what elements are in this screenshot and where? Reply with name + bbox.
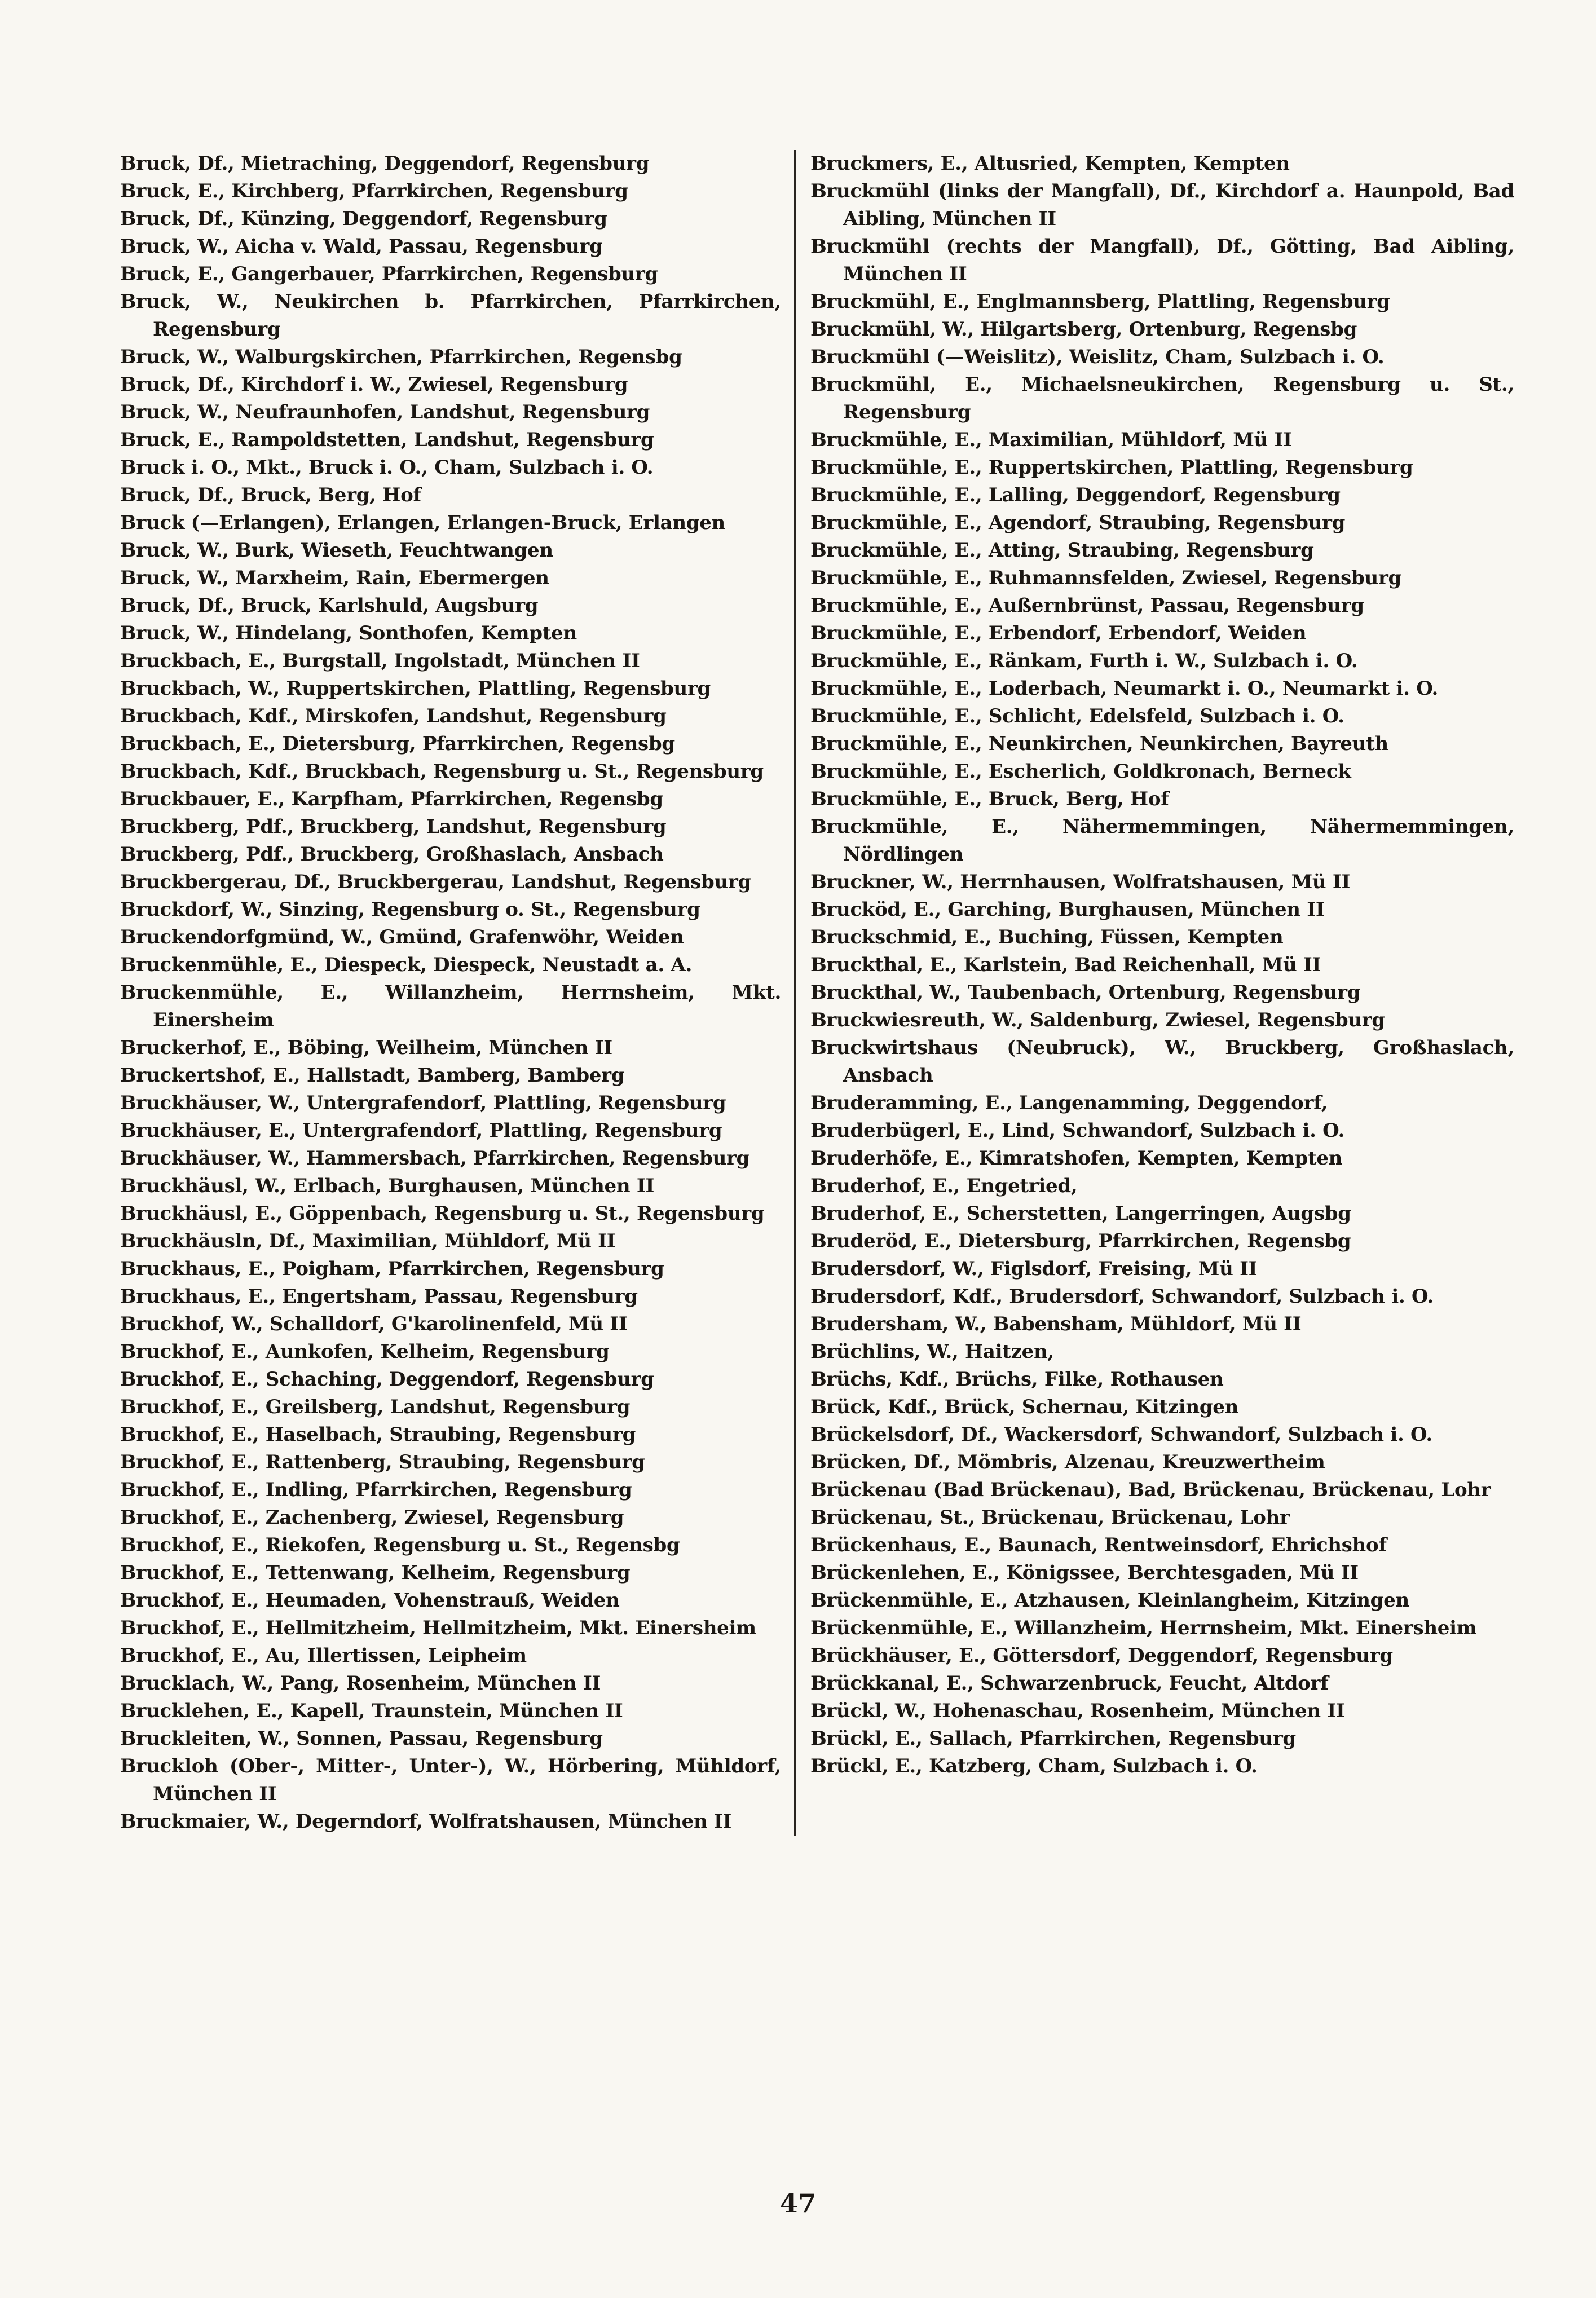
directory-entry: Bruckbach, E., Dietersburg, Pfarrkirchen, Regensbg (120, 733, 675, 755)
directory-entry: Bruck, W., Aicha v. Wald, Passau, Regensburg (120, 235, 603, 258)
directory-entry: Bruckmühle, E., Bruck, Berg, Hof (810, 788, 1169, 810)
directory-entry: Brückhäuser, E., Göttersdorf, Deggendorf, Regensburg (810, 1644, 1393, 1667)
directory-entry: Bruckmühle, E., Schlicht, Edelsfeld, Sulzbach i. O. (810, 705, 1344, 727)
directory-entry: Bruckhof, E., Au, Illertissen, Leipheim (120, 1644, 527, 1667)
directory-entry: Brückkanal, E., Schwarzenbruck, Feucht, Altdorf (810, 1672, 1329, 1695)
directory-entry: Brückenmühle, E., Willanzheim, Herrnsheim, Mkt. Einersheim (810, 1617, 1477, 1639)
directory-entry: Bruckhof, W., Schalldorf, G'karolinenfeld, Mü II (120, 1313, 628, 1335)
directory-entry: Bruckhof, E., Schaching, Deggendorf, Regensburg (120, 1368, 654, 1391)
directory-entry: Brudersdorf, Kdf., Brudersdorf, Schwandorf, Sulzbach i. O. (810, 1285, 1434, 1308)
directory-columns (120, 150, 1516, 1836)
directory-entry: Bruck, W., Walburgskirchen, Pfarrkirchen, Regensbg (120, 346, 682, 368)
directory-entry: Bruckendorfgmünd, W., Gmünd, Grafenwöhr, Weiden (120, 926, 684, 949)
directory-entry: Brückenhaus, E., Baunach, Rentweinsdorf, Ehrichshof (810, 1534, 1387, 1556)
directory-entry: Bruckbach, Kdf., Bruckbach, Regensburg u. St., Regensburg (120, 760, 764, 783)
directory-entry: Bruckmühle, E., Atting, Straubing, Regensburg (810, 539, 1314, 562)
directory-entry: Brück, Kdf., Brück, Schernau, Kitzingen (810, 1396, 1239, 1418)
directory-entry: Brucköd, E., Garching, Burghausen, München II (810, 898, 1325, 921)
directory-entry: Bruck, E., Rampoldstetten, Landshut, Regensburg (120, 429, 654, 451)
directory-entry: Brückenau, St., Brückenau, Brückenau, Lohr (810, 1506, 1290, 1529)
directory-entry: Brücken, Df., Mömbris, Alzenau, Kreuzwertheim (810, 1451, 1325, 1474)
directory-entry: Bruck, E., Gangerbauer, Pfarrkirchen, Regensburg (120, 263, 658, 285)
directory-entry: Brückelsdorf, Df., Wackersdorf, Schwandorf, Sulzbach i. O. (810, 1423, 1432, 1446)
directory-entry: Brüchs, Kdf., Brüchs, Filke, Rothausen (810, 1368, 1224, 1391)
directory-entry: Bruckhof, E., Tettenwang, Kelheim, Regensburg (120, 1562, 631, 1584)
directory-entry: Bruck, W., Marxheim, Rain, Ebermergen (120, 567, 549, 589)
directory-entry: Bruck, W., Neufraunhofen, Landshut, Regensburg (120, 401, 650, 424)
directory-entry: Bruderbügerl, E., Lind, Schwandorf, Sulzbach i. O. (810, 1119, 1345, 1142)
directory-entry: Bruckloh (Ober-, Mitter-, Unter-), W., Hörbering, Mühldorf, München II (120, 1755, 781, 1805)
directory-entry: Bruckmühl, W., Hilgartsberg, Ortenburg, Regensbg (810, 318, 1357, 341)
directory-entry: Bruckleiten, W., Sonnen, Passau, Regensburg (120, 1727, 603, 1750)
directory-entry: Brückenau (Bad Brückenau), Bad, Brückenau, Brückenau, Lohr (810, 1479, 1491, 1501)
directory-entry: Bruckmühl, E., Michaelsneukirchen, Regensburg u. St., Regensburg (810, 373, 1514, 424)
directory-entry: Bruderamming, E., Langenamming, Deggendorf, (810, 1092, 1328, 1114)
directory-entry: Bruck i. O., Mkt., Bruck i. O., Cham, Sulzbach i. O. (120, 456, 654, 479)
directory-entry: Bruckmaier, W., Degerndorf, Wolfratshausen, München II (120, 1810, 732, 1833)
directory-entry: Bruckmühle, E., Lalling, Deggendorf, Regensburg (810, 484, 1341, 506)
column-divider (794, 150, 796, 1836)
directory-entry: Brückl, W., Hohenaschau, Rosenheim, München II (810, 1700, 1345, 1722)
directory-entry: Bruckthal, W., Taubenbach, Ortenburg, Regensburg (810, 981, 1361, 1004)
directory-entry: Bruckmühl (—Weislitz), Weislitz, Cham, Sulzbach i. O. (810, 346, 1385, 368)
directory-entry: Bruckbach, Kdf., Mirskofen, Landshut, Regensburg (120, 705, 667, 727)
directory-entry: Bruckhof, E., Zachenberg, Zwiesel, Regensburg (120, 1506, 624, 1529)
directory-entry: Bruderhöfe, E., Kimratshofen, Kempten, Kempten (810, 1147, 1343, 1170)
directory-entry: Bruckmühle, E., Nähermemmingen, Nähermemmingen, Nördlingen (810, 815, 1514, 866)
directory-entry: Bruck, Df., Künzing, Deggendorf, Regensburg (120, 208, 607, 230)
directory-entry: Bruckmühl (rechts der Mangfall), Df., Götting, Bad Aibling, München II (810, 235, 1514, 285)
directory-entry: Bruckhof, E., Greilsberg, Landshut, Regensburg (120, 1396, 631, 1418)
directory-entry: Bruck, Df., Bruck, Berg, Hof (120, 484, 421, 506)
directory-entry: Bruckmühl, E., Englmannsberg, Plattling, Regensburg (810, 290, 1390, 313)
directory-entry: Bruckdorf, W., Sinzing, Regensburg o. St., Regensburg (120, 898, 700, 921)
directory-entry: Bruckhof, E., Haselbach, Straubing, Regensburg (120, 1423, 636, 1446)
directory-entry: Bruckbach, W., Ruppertskirchen, Plattling, Regensburg (120, 677, 711, 700)
directory-entry: Brückenlehen, E., Königssee, Berchtesgaden, Mü II (810, 1562, 1359, 1584)
directory-entry: Bruckhof, E., Heumaden, Vohenstrauß, Weiden (120, 1589, 620, 1612)
page-number: 47 (779, 2188, 816, 2218)
directory-entry: Bruckmühle, E., Neunkirchen, Neunkirchen, Bayreuth (810, 733, 1388, 755)
directory-entry: Bruckberg, Pdf., Bruckberg, Landshut, Regensburg (120, 815, 667, 838)
directory-entry: Bruckmühle, E., Agendorf, Straubing, Regensburg (810, 511, 1346, 534)
directory-entry: Brudersham, W., Babensham, Mühldorf, Mü II (810, 1313, 1302, 1335)
directory-entry: Bruckhäusl, W., Erlbach, Burghausen, München II (120, 1175, 655, 1197)
directory-entry: Bruckhof, E., Hellmitzheim, Hellmitzheim, Mkt. Einersheim (120, 1617, 756, 1639)
left-column (120, 150, 781, 1836)
directory-entry: Bruckschmid, E., Buching, Füssen, Kempten (810, 926, 1284, 949)
directory-entry: Bruckwiesreuth, W., Saldenburg, Zwiesel, Regensburg (810, 1009, 1385, 1031)
directory-entry: Bruckhäuser, W., Untergrafendorf, Plattling, Regensburg (120, 1092, 726, 1114)
directory-entry: Bruck, Df., Kirchdorf i. W., Zwiesel, Regensburg (120, 373, 628, 396)
directory-entry: Bruckhaus, E., Poigham, Pfarrkirchen, Regensburg (120, 1258, 664, 1280)
directory-entry: Bruckhof, E., Indling, Pfarrkirchen, Regensburg (120, 1479, 632, 1501)
directory-entry: Bruckbach, E., Burgstall, Ingolstadt, München II (120, 650, 640, 672)
directory-entry: Bruderhof, E., Scherstetten, Langerringen, Augsbg (810, 1202, 1351, 1225)
directory-entry: Bruckthal, E., Karlstein, Bad Reichenhall, Mü II (810, 954, 1321, 976)
directory-entry: Brucklach, W., Pang, Rosenheim, München II (120, 1672, 601, 1695)
directory-entry: Bruckwirtshaus (Neubruck), W., Bruckberg, Großhaslach, Ansbach (810, 1036, 1514, 1087)
directory-entry: Bruckmühle, E., Außernbrünst, Passau, Regensburg (810, 594, 1364, 617)
directory-entry: Brudersdorf, W., Figlsdorf, Freising, Mü II (810, 1258, 1258, 1280)
directory-entry: Bruckenmühle, E., Diespeck, Diespeck, Neustadt a. A. (120, 954, 693, 976)
directory-entry: Bruckmühle, E., Ränkam, Furth i. W., Sulzbach i. O. (810, 650, 1358, 672)
directory-entry: Bruckmühle, E., Erbendorf, Erbendorf, Weiden (810, 622, 1307, 645)
directory-entry: Bruckhäuser, W., Hammersbach, Pfarrkirchen, Regensburg (120, 1147, 750, 1170)
directory-entry: Bruckhäusl, E., Göppenbach, Regensburg u. St., Regensburg (120, 1202, 765, 1225)
directory-entry: Bruckmühle, E., Maximilian, Mühldorf, Mü II (810, 429, 1292, 451)
directory-entry: Bruck (—Erlangen), Erlangen, Erlangen-Bruck, Erlangen (120, 511, 725, 534)
directory-entry: Bruckmühl (links der Mangfall), Df., Kirchdorf a. Haunpold, Bad Aibling, München II (810, 180, 1514, 230)
directory-entry: Bruckhof, E., Riekofen, Regensburg u. St., Regensbg (120, 1534, 680, 1556)
directory-entry: Bruckbauer, E., Karpfham, Pfarrkirchen, Regensbg (120, 788, 663, 810)
directory-entry: Brückl, E., Sallach, Pfarrkirchen, Regensburg (810, 1727, 1296, 1750)
directory-entry: Bruck, W., Neukirchen b. Pfarrkirchen, Pfarrkirchen, Regensburg (120, 290, 781, 341)
right-column (810, 150, 1514, 1836)
directory-entry: Brückenmühle, E., Atzhausen, Kleinlangheim, Kitzingen (810, 1589, 1409, 1612)
directory-entry: Bruckhäusln, Df., Maximilian, Mühldorf, Mü II (120, 1230, 616, 1252)
directory-entry: Brüchlins, W., Haitzen, (810, 1340, 1054, 1363)
directory-entry: Bruckhof, E., Rattenberg, Straubing, Regensburg (120, 1451, 645, 1474)
directory-entry: Brückl, E., Katzberg, Cham, Sulzbach i. O. (810, 1755, 1258, 1777)
directory-entry: Bruckenmühle, E., Willanzheim, Herrnsheim, Mkt. Einersheim (120, 981, 781, 1031)
directory-entry: Bruderöd, E., Dietersburg, Pfarrkirchen, Regensbg (810, 1230, 1351, 1252)
directory-entry: Bruckertshof, E., Hallstadt, Bamberg, Bamberg (120, 1064, 625, 1087)
directory-entry: Bruck, Df., Mietraching, Deggendorf, Regensburg (120, 152, 650, 175)
directory-entry: Bruckmühle, E., Loderbach, Neumarkt i. O., Neumarkt i. O. (810, 677, 1439, 700)
directory-entry: Brucklehen, E., Kapell, Traunstein, München II (120, 1700, 623, 1722)
directory-entry: Bruckhof, E., Aunkofen, Kelheim, Regensburg (120, 1340, 610, 1363)
directory-entry: Bruck, W., Hindelang, Sonthofen, Kempten (120, 622, 577, 645)
directory-entry: Bruckerhof, E., Böbing, Weilheim, München II (120, 1036, 612, 1059)
directory-entry: Bruckmers, E., Altusried, Kempten, Kempten (810, 152, 1290, 175)
directory-entry: Bruckhäuser, E., Untergrafendorf, Plattling, Regensburg (120, 1119, 722, 1142)
directory-entry: Bruckmühle, E., Ruppertskirchen, Plattling, Regensburg (810, 456, 1413, 479)
directory-entry: Bruck, Df., Bruck, Karlshuld, Augsburg (120, 594, 539, 617)
directory-entry: Bruckmühle, E., Ruhmannsfelden, Zwiesel, Regensburg (810, 567, 1401, 589)
directory-entry: Bruckner, W., Herrnhausen, Wolfratshausen, Mü II (810, 871, 1351, 893)
directory-entry: Bruderhof, E., Engetried, (810, 1175, 1078, 1197)
directory-entry: Bruck, W., Burk, Wieseth, Feuchtwangen (120, 539, 553, 562)
directory-entry: Bruck, E., Kirchberg, Pfarrkirchen, Regensburg (120, 180, 628, 202)
directory-entry: Bruckmühle, E., Escherlich, Goldkronach, Berneck (810, 760, 1351, 783)
directory-entry: Bruckbergerau, Df., Bruckbergerau, Landshut, Regensburg (120, 871, 752, 893)
directory-entry: Bruckhaus, E., Engertsham, Passau, Regensburg (120, 1285, 638, 1308)
directory-entry: Bruckberg, Pdf., Bruckberg, Großhaslach, Ansbach (120, 843, 664, 866)
